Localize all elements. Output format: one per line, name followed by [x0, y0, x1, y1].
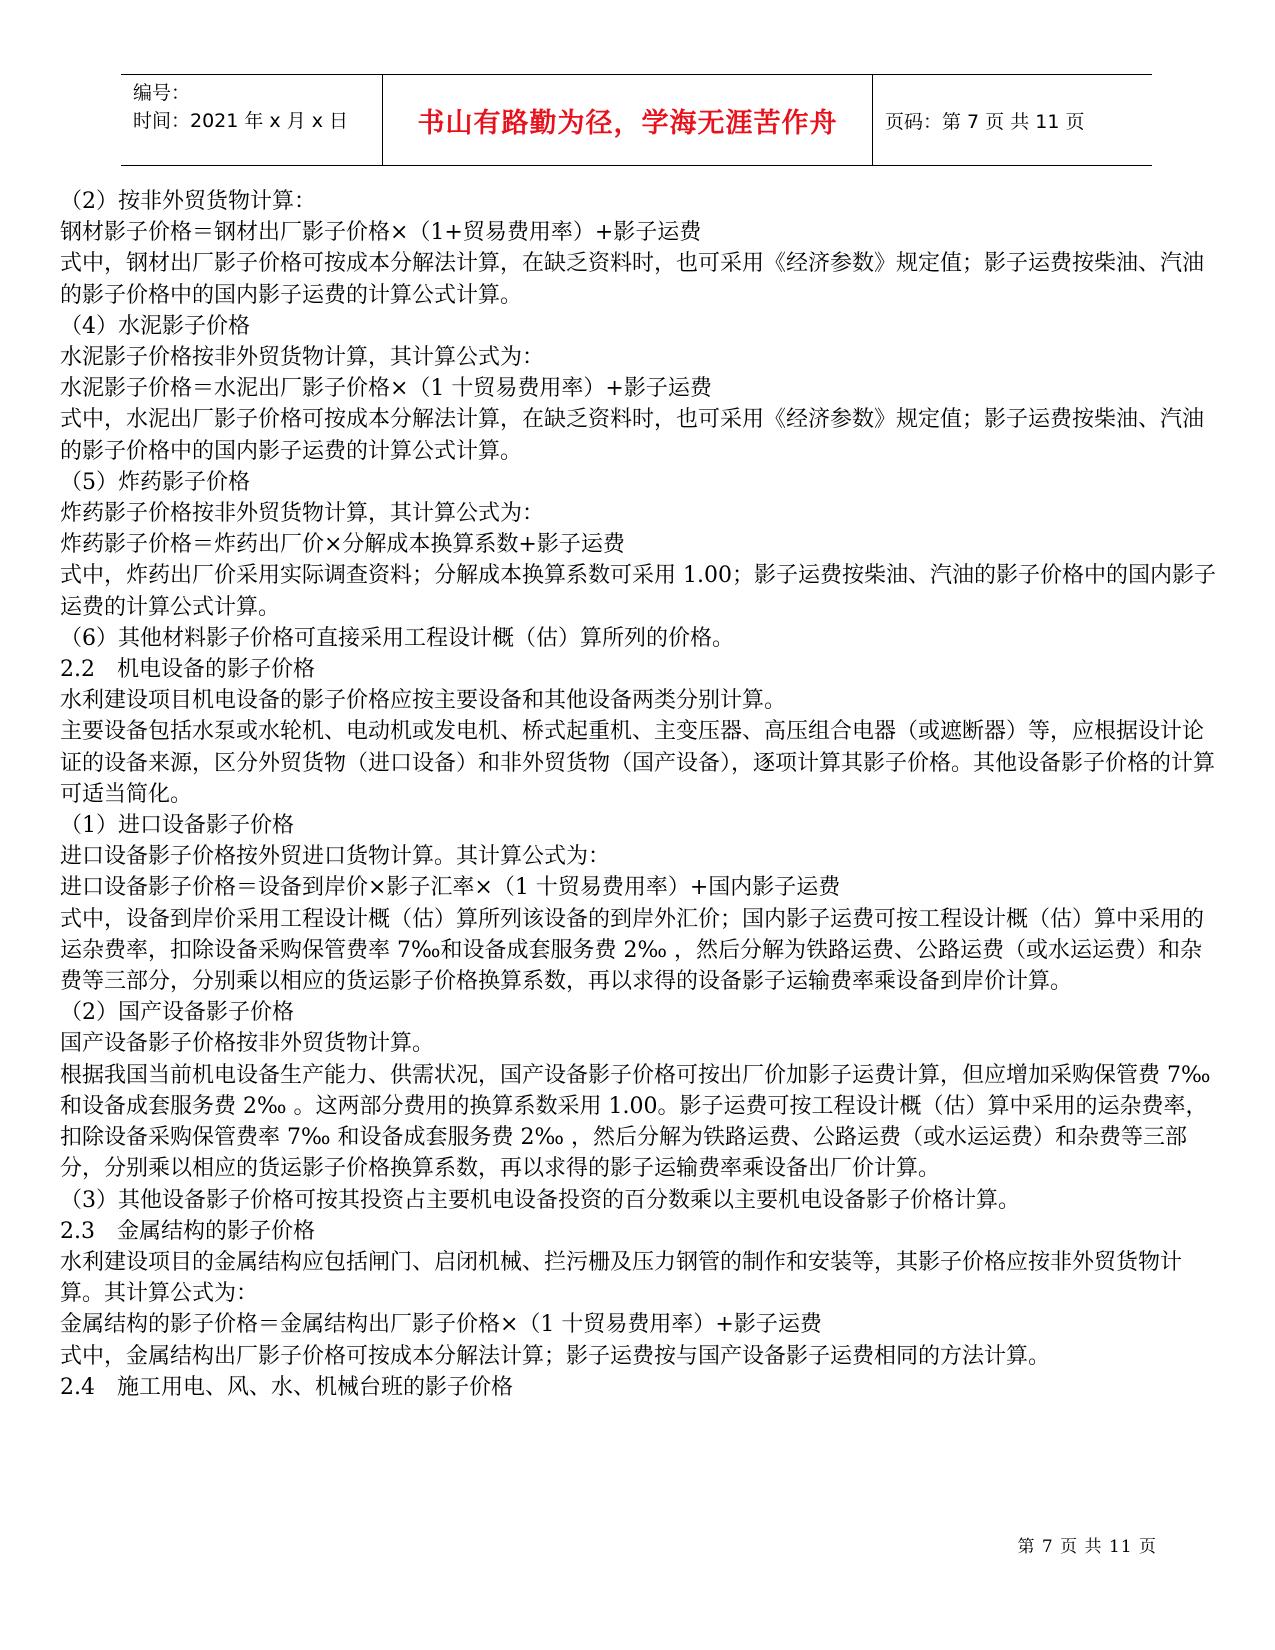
header-motto: 书山有路勤为径，学海无涯苦作舟	[383, 75, 873, 165]
paragraph: 水泥影子价格按非外贸货物计算，其计算公式为：	[60, 345, 545, 371]
paragraph: 炸药影子价格按非外贸货物计算，其计算公式为：	[60, 501, 545, 527]
paragraph: 水利建设项目的金属结构应包括闸门、启闭机械、拦污栅及压力钢管的制作和安装等，其影子价格应按非外贸货物计算。其计算公式为：	[60, 1249, 1183, 1307]
paragraph: （5）炸药影子价格	[60, 469, 250, 495]
paragraph: 式中，炸药出厂价采用实际调查资料；分解成本换算系数可采用 1.00；影子运费按柴油、汽油的影子价格中的国内影子运费的计算公式计算。	[60, 563, 1216, 620]
paragraph: （6）其他材料影子价格可直接采用工程设计概（估）算所列的价格。	[60, 625, 734, 651]
section-heading: 2.3 金属结构的影子价格	[60, 1218, 315, 1244]
paragraph: 主要设备包括水泵或水轮机、电动机或发电机、桥式起重机、主变压器、高压组合电器（或遮断器）等，应根据设计论证的设备来源，区分外贸货物（进口设备）和非外贸货物（国产设备），逐项计算其影子价格。其他设备影子价格的计算可适当简化。	[60, 719, 1216, 807]
paragraph: 式中，设备到岸价采用工程设计概（估）算所列该设备的到岸外汇价；国内影子运费可按工程设计概（估）算中采用的运杂费率，扣除设备采购保管费率 7‰和设备成套服务费 2‰ ，然后分解为铁路运费、公路运费（或水运运费）和杂费等三部分，分别乘以相应的货运影子价格换算系数，再以求得的设备影子运输费率乘设备到岸价计算。	[60, 906, 1205, 995]
header-left-cell	[121, 75, 383, 165]
header-page-label: 页码：第 7 页 共 11 页	[885, 110, 1085, 133]
paragraph: 根据我国当前机电设备生产能力、供需状况，国产设备影子价格可按出厂价加影子运费计算，但应增加采购保管费 7‰和设备成套服务费 2‰ 。这两部分费用的换算系数采用 1.00。影子运费可按工程设计概（估）算中采用的运杂费率，扣除设备采购保管费率 7‰ 和设备成套服务费 2‰ ，然后分解为铁路运费、公路运费（或水运运费）和杂费等三部分，分别乘以相应的货运影子价格换算系数，再以求得的影子运输费率乘设备出厂价计算。	[60, 1062, 1211, 1182]
paragraph: 钢材影子价格＝钢材出厂影子价格×（1+贸易费用率）+影子运费	[60, 220, 702, 246]
document-body	[60, 186, 1220, 1403]
paragraph: 进口设备影子价格＝设备到岸价×影子汇率×（1 十贸易费用率）+国内影子运费	[60, 875, 841, 901]
paragraph: （3）其他设备影子价格可按其投资占主要机电设备投资的百分数乘以主要机电设备影子价格计算。	[60, 1187, 1021, 1213]
document-time-label: 时间：2021 年 x 月 x 日	[133, 110, 349, 132]
paragraph: 式中，水泥出厂影子价格可按成本分解法计算，在缺乏资料时，也可采用《经济参数》规定值；影子运费按柴油、汽油的影子价格中的国内影子运费的计算公式计算。	[60, 407, 1205, 464]
paragraph: 水利建设项目机电设备的影子价格应按主要设备和其他设备两类分别计算。	[60, 688, 787, 714]
paragraph: 国产设备影子价格按非外贸货物计算。	[60, 1031, 435, 1057]
document-number-label: 编号：	[133, 82, 191, 104]
section-heading: 2.2 机电设备的影子价格	[60, 657, 315, 683]
paragraph: （2）按非外贸货物计算：	[60, 189, 316, 214]
paragraph: （2）国产设备影子价格	[60, 1000, 294, 1026]
paragraph: 进口设备影子价格按外贸进口货物计算。其计算公式为：	[60, 844, 611, 870]
section-heading: 2.4 施工用电、风、水、机械台班的影子价格	[60, 1374, 513, 1400]
paragraph: （4）水泥影子价格	[60, 313, 250, 339]
paragraph: 金属结构的影子价格＝金属结构出厂影子价格×（1 十贸易费用率）+影子运费	[60, 1312, 822, 1338]
paragraph: （1）进口设备影子价格	[60, 813, 294, 839]
page-header	[121, 74, 1152, 166]
paragraph: 式中，钢材出厂影子价格可按成本分解法计算，在缺乏资料时，也可采用《经济参数》规定值；影子运费按柴油、汽油的影子价格中的国内影子运费的计算公式计算。	[60, 251, 1205, 308]
paragraph: 水泥影子价格＝水泥出厂影子价格×（1 十贸易费用率）+影子运费	[60, 376, 712, 402]
paragraph: 炸药影子价格＝炸药出厂价×分解成本换算系数+影子运费	[60, 532, 625, 558]
page-footer: 第 7 页 共 11 页	[1017, 1537, 1157, 1557]
paragraph: 式中，金属结构出厂影子价格可按成本分解法计算；影子运费按与国产设备影子运费相同的方法计算。	[60, 1343, 1051, 1369]
